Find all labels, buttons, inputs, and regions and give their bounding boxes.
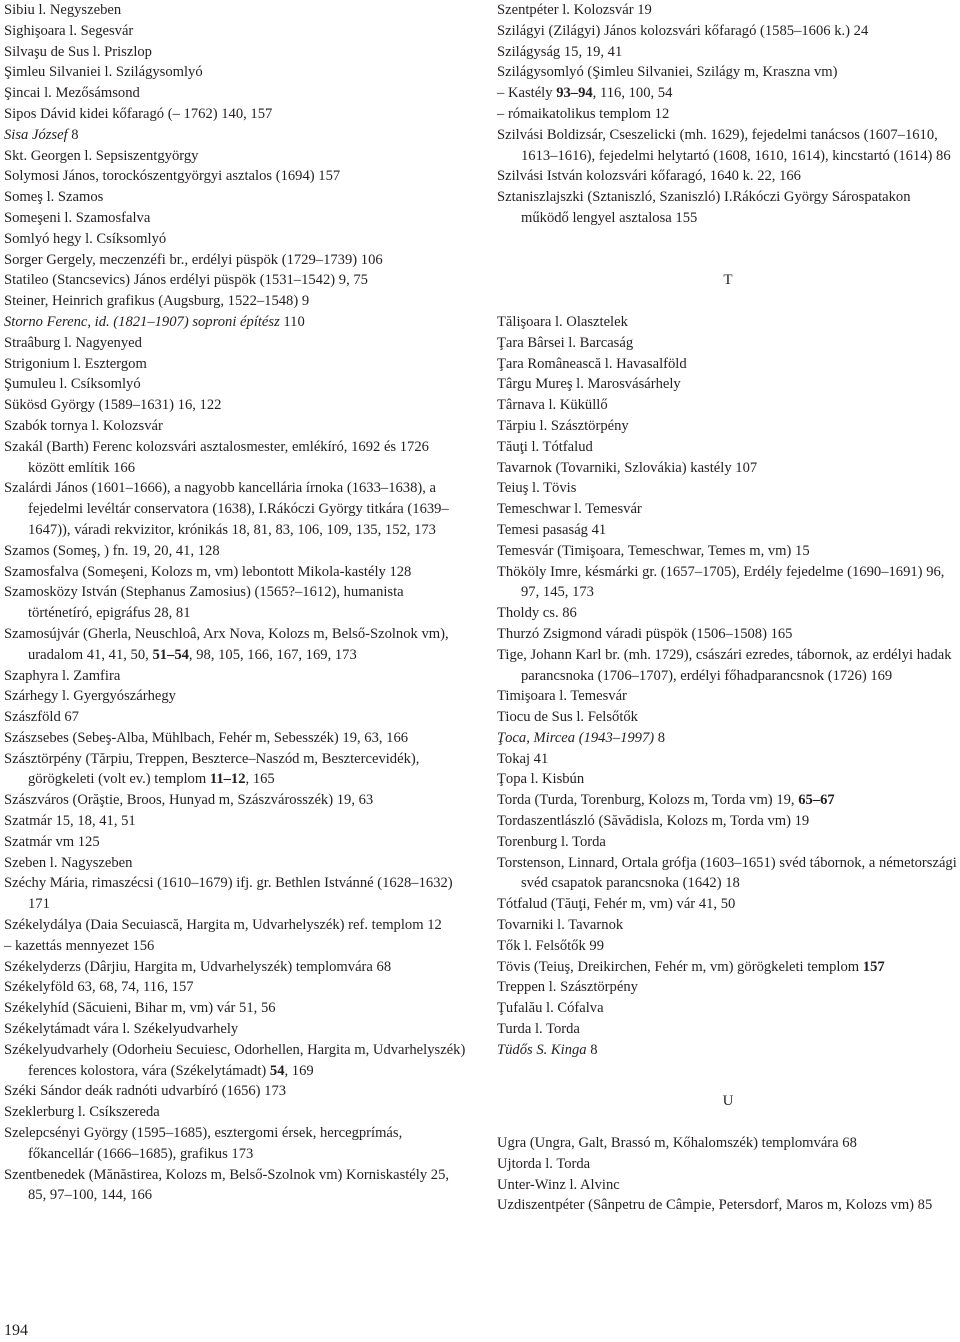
section-letter-u: U [722, 1093, 734, 1110]
entry-text: Szamos (Someş, ) fn. 19, 20, 41, 128 [4, 542, 220, 559]
entry-text: Temesvár (Timişoara, Temeschwar, Temes m, vm) 15 [497, 542, 810, 559]
index-entry [4, 250, 466, 271]
entry-text: Szászsebes (Sebeş-Alba, Mühlbach, Fehér m, Sebesszék) 19, 63, 166 [4, 729, 409, 746]
index-entry [4, 166, 466, 187]
entry-text: , 98, 105, 166, 167, 169, 173 [188, 646, 357, 663]
entry-text: Ţufalău l. Cófalva [497, 1000, 604, 1017]
index-entry [4, 1019, 466, 1040]
index-entry [497, 977, 959, 998]
index-entry [4, 395, 466, 416]
entry-text: Tők l. Felsőtők 99 [497, 937, 605, 954]
index-entry [497, 499, 959, 520]
index-entry [4, 208, 466, 229]
index-entry [497, 437, 959, 458]
index-entry [497, 832, 959, 853]
entry-text: Székelyudvarhely (Odorheiu Secuiesc, Odorhellen, Hargita m, Udvarhelyszék) ferences kolostora, vára (Székelytámadt) [4, 1041, 466, 1079]
entry-text: Szilágyság 15, 19, 41 [497, 43, 623, 60]
index-entry [497, 166, 959, 187]
entry-text: Szelepcsényi György (1595–1685), esztergomi érsek, hercegprímás, főkancellár (1666–1685), grafikus 173 [4, 1125, 403, 1162]
entry-text: Thököly Imre, késmárki gr. (1657–1705), Erdély fejedelme (1690–1691) 96, 97, 145, 173 [497, 563, 945, 601]
entry-text: Szamosfalva (Someşeni, Kolozs m, vm) lebontott Mikola-kastély 128 [4, 563, 412, 580]
index-entry [4, 624, 466, 666]
entry-text: Szaphyra l. Zamfira [4, 667, 121, 684]
bold-page-ref: 65–67 [798, 792, 835, 809]
entry-text: Sighişoara l. Segesvár [4, 22, 134, 39]
entry-text: Torstenson, Linnard, Ortala grófja (1603–1651) svéd tábornok, a németországi svéd csapatok parancsnoka (1642) 18 [497, 854, 957, 892]
entry-text: Széchy Mária, rimaszécsi (1610–1679) ifj. gr. Bethlen Istvánné (1628–1632) 171 [4, 875, 453, 913]
entry-text: Tövis (Teiuş, Dreikirchen, Fehér m, vm) görögkeleti templom [497, 958, 863, 975]
index-entry [497, 333, 959, 354]
index-entry [4, 62, 466, 83]
index-entry [4, 853, 466, 874]
index-entry [497, 686, 959, 707]
entry-text: Székelyföld 63, 68, 74, 116, 157 [4, 979, 194, 996]
entry-text: Szamosújvár (Gherla, Neuschloâ, Arx Nova, Kolozs m, Belső-Szolnok vm), uradalom 41, 41, 50, [4, 625, 449, 663]
index-entry [497, 894, 959, 915]
index-entry [4, 541, 466, 562]
italic-text: Ţoca, Mircea (1943–1997) [497, 729, 655, 746]
entry-text: Strigonium l. Esztergom [4, 355, 147, 372]
entry-text: Someşeni l. Szamosfalva [4, 209, 151, 226]
entry-text: 8 [654, 729, 666, 746]
index-entry [497, 541, 959, 562]
entry-text: Szilvási Boldizsár, Cseszelicki (mh. 1629), fejedelmi tanácsos (1607–1610, 1613–1616), fejedelmi helytartó (1608, 1610, 1614), kincstartó (1614) 86 [497, 126, 951, 164]
index-entry [4, 42, 466, 63]
index-entry [497, 1195, 959, 1216]
index-entry [497, 915, 959, 936]
entry-text: Tokaj 41 [497, 750, 549, 767]
index-entry [4, 977, 466, 998]
entry-text: Szatmár vm 125 [4, 833, 100, 850]
entry-text: Székelydálya (Daia Secuiască, Hargita m, Udvarhelyszék) ref. templom 12 [4, 917, 442, 934]
entry-text: Şincai l. Mezősámsond [4, 85, 140, 102]
entry-text: Szentpéter l. Kolozsvár 19 [497, 2, 652, 18]
entry-text: Szászváros (Orăştie, Broos, Hunyad m, Szászvárosszék) 19, 63 [4, 792, 374, 809]
entry-text: Szászföld 67 [4, 709, 79, 726]
section-t [497, 312, 959, 1061]
left-column [4, 0, 466, 1206]
bold-page-ref: 11–12 [209, 771, 246, 788]
entry-text: Szalárdi János (1601–1666), a nagyobb kancellária írnoka (1633–1638), a fejedelmi levéltár conservatora (1638), I.Rákóczi György titkára (1639–1647)), váradi rekvizitor, krónikás 18, 81, 83, 106, 109, 135, 152, 173 [4, 480, 449, 538]
index-entry [4, 873, 466, 915]
entry-text: Tige, Johann Karl br. (mh. 1729), császári ezredes, tábornok, az erdélyi hadak parancsnoka (1706–1707), erdélyi főhadparancsnok (1726) 169 [497, 646, 952, 684]
entry-text: Temeschwar l. Temesvár [497, 501, 642, 518]
index-entry [497, 416, 959, 437]
entry-text: Szilvási István kolozsvári kőfaragó, 1640 k. 22, 166 [497, 168, 801, 185]
index-entry [4, 374, 466, 395]
italic-text: Tüdős S. Kinga [497, 1041, 587, 1058]
entry-text: Ţopa l. Kisbún [497, 771, 585, 788]
index-entry [497, 187, 959, 229]
index-entry [497, 811, 959, 832]
index-entry [4, 707, 466, 728]
entry-text: Uzdiszentpéter (Sânpetru de Câmpie, Petersdorf, Maros m, Kolozs vm) 85 [497, 1197, 933, 1214]
index-entry [497, 769, 959, 790]
index-entry [497, 790, 959, 811]
index-entry [497, 728, 959, 749]
entry-text: Székelyderzs (Dârjiu, Hargita m, Udvarhelyszék) templomvára 68 [4, 958, 392, 975]
entry-text: Sükösd György (1589–1631) 16, 122 [4, 397, 222, 414]
index-entry [497, 936, 959, 957]
index-entry [4, 333, 466, 354]
entry-text: Szilágyi (Zilágyi) János kolozsvári kőfaragó (1585–1606 k.) 24 [497, 22, 869, 39]
entry-text: – Kastély [497, 85, 557, 102]
index-entry [4, 229, 466, 250]
index-entry [4, 21, 466, 42]
index-entry [4, 291, 466, 312]
index-entry [4, 1040, 466, 1082]
entry-text: Turda l. Torda [497, 1021, 580, 1038]
index-entry [4, 437, 466, 479]
index-entry [4, 728, 466, 749]
entry-text: Szentbenedek (Mănăstirea, Kolozs m, Belső-Szolnok vm) Korniskastély 25, 85, 97–100, 144, 166 [4, 1166, 450, 1204]
entry-text: Solymosi János, torockószentgyörgyi asztalos (1694) 157 [4, 168, 341, 185]
index-entry [4, 562, 466, 583]
entry-text: Steiner, Heinrich grafikus (Augsburg, 1522–1548) 9 [4, 293, 310, 310]
index-entry [497, 0, 959, 21]
entry-text: Statileo (Stancsevics) János erdélyi püspök (1531–1542) 9, 75 [4, 272, 368, 289]
index-entry [497, 62, 959, 83]
italic-text: Storno Ferenc, id. (1821–1907) soproni építész [4, 313, 280, 330]
index-entry [4, 1102, 466, 1123]
entry-text: Torda (Turda, Torenburg, Kolozs m, Torda vm) 19, [497, 792, 799, 809]
entry-text: Straâburg l. Nagyenyed [4, 334, 142, 351]
index-entry [497, 853, 959, 895]
entry-text: Sorger Gergely, meczenzéfi br., erdélyi püspök (1729–1739) 106 [4, 251, 383, 268]
index-entry [4, 270, 466, 291]
index-entry [4, 312, 466, 333]
entry-text: Someş l. Szamos [4, 189, 104, 206]
index-entry [497, 354, 959, 375]
entry-text: Târnava l. Küküllő [497, 397, 608, 414]
entry-text: Unter-Winz l. Alvinc [497, 1176, 620, 1193]
entry-text: Tovarniki l. Tavarnok [497, 917, 624, 934]
index-entry [4, 1123, 466, 1165]
entry-text: Ujtorda l. Torda [497, 1155, 591, 1172]
page-number: 194 [4, 1322, 28, 1339]
index-entry [4, 957, 466, 978]
index-entry [497, 42, 959, 63]
entry-text: Szásztörpény (Tărpiu, Treppen, Beszterce–Naszód m, Besztercevidék), görögkeleti (volt ev.) templom [4, 750, 420, 788]
entry-text: Temesi pasaság 41 [497, 521, 607, 538]
section-s-continued [497, 0, 959, 229]
entry-text: Silvaşu de Sus l. Priszlop [4, 43, 152, 60]
entry-text: Tălişoara l. Olasztelek [497, 313, 628, 330]
index-entry [497, 1154, 959, 1175]
entry-text: , 165 [245, 771, 275, 788]
entry-text: 8 [586, 1041, 598, 1058]
index-entry [497, 645, 959, 687]
index-entry [4, 83, 466, 104]
index-entry [4, 354, 466, 375]
index-entry [497, 458, 959, 479]
entry-text: Tholdy cs. 86 [497, 605, 577, 622]
index-entry [497, 478, 959, 499]
spacer [497, 229, 959, 250]
index-entry [4, 187, 466, 208]
bold-page-ref: 157 [862, 958, 885, 975]
index-entry [4, 125, 466, 146]
entry-text: Szamosközy István (Stephanus Zamosius) (1565?–1612), humanista történetíró, epigráfus 28, 81 [4, 584, 404, 622]
spacer [497, 1061, 959, 1082]
index-entry [4, 936, 466, 957]
index-entry [497, 957, 959, 978]
entry-text: Ţara Românească l. Havasalföld [497, 355, 687, 372]
index-entry [4, 832, 466, 853]
italic-text: Sisa József [4, 126, 68, 143]
spacer [497, 291, 959, 312]
index-entry [497, 1133, 959, 1154]
entry-text: Tordaszentlászló (Săvădisla, Kolozs m, Torda vm) 19 [497, 813, 810, 830]
spacer [497, 1081, 959, 1091]
entry-text: Tavarnok (Tovarniki, Szlovákia) kastély 107 [497, 459, 758, 476]
index-entry [497, 125, 959, 167]
entry-text: Széki Sándor deák radnóti udvarbíró (1656) 173 [4, 1083, 287, 1100]
entry-text: Tăuţi l. Tótfalud [497, 438, 593, 455]
index-entry [4, 146, 466, 167]
index-entry [4, 478, 466, 540]
entry-text: Székelyhíd (Săcuieni, Bihar m, vm) vár 51, 56 [4, 1000, 276, 1017]
index-entry [497, 312, 959, 333]
entry-text: Skt. Georgen l. Sepsiszentgyörgy [4, 147, 199, 164]
index-entry [4, 416, 466, 437]
entry-text: Szatmár 15, 18, 41, 51 [4, 813, 136, 830]
entry-text: Szakál (Barth) Ferenc kolozsvári asztalosmester, emlékíró, 1692 és 1726 között említik 166 [4, 438, 429, 476]
right-column [497, 0, 959, 1216]
entry-text: Treppen l. Szásztörpény [497, 979, 638, 996]
index-entry [497, 83, 959, 104]
index-entry [4, 998, 466, 1019]
entry-text: Thurzó Zsigmond váradi püspök (1506–1508) 165 [497, 625, 793, 642]
entry-text: – kazettás mennyezet 156 [4, 937, 155, 954]
index-entry [497, 104, 959, 125]
index-entry [4, 666, 466, 687]
index-entry [497, 603, 959, 624]
entry-text: Şimleu Silvaniei l. Szilágysomlyó [4, 64, 203, 81]
entry-text: Târgu Mureş l. Marosvásárhely [497, 376, 681, 393]
entry-text: Tărpiu l. Szásztörpény [497, 417, 629, 434]
bold-page-ref: 54 [269, 1062, 285, 1079]
section-u [497, 1133, 959, 1216]
entry-text: Székelytámadt vára l. Székelyudvarhely [4, 1021, 239, 1038]
entry-text: Szeben l. Nagyszeben [4, 854, 133, 871]
entry-text: Sibiu l. Negyszeben [4, 2, 122, 18]
spacer [497, 250, 959, 271]
bold-page-ref: 93–94 [556, 85, 593, 102]
section-letter-t: T [723, 272, 733, 289]
entry-text: Szilágysomlyó (Şimleu Silvaniei, Szilágy m, Kraszna vm) [497, 64, 838, 81]
entry-text: Sztaniszlajszki (Sztaniszló, Szaniszló) I.Rákóczi György Sárospatakon működő lengyel asztalosa 155 [497, 189, 911, 226]
entry-text: Somlyó hegy l. Csíksomlyó [4, 230, 167, 247]
entry-text: Sipos Dávid kidei kőfaragó (– 1762) 140, 157 [4, 105, 273, 122]
index-entry [4, 0, 466, 21]
entry-text: Szabók tornya l. Kolozsvár [4, 417, 163, 434]
entry-text: 110 [279, 313, 305, 330]
index-entry [4, 915, 466, 936]
entry-text: – rómaikatolikus templom 12 [497, 105, 670, 122]
entry-text: , 116, 100, 54 [592, 85, 673, 102]
index-entry [497, 707, 959, 728]
index-entry [497, 1040, 959, 1061]
entry-text: Szeklerburg l. Csíkszereda [4, 1104, 160, 1121]
index-entry [497, 624, 959, 645]
entry-text: Szárhegy l. Gyergyószárhegy [4, 688, 176, 705]
entry-text: , 169 [284, 1062, 314, 1079]
entry-text: 8 [67, 126, 79, 143]
index-entry [497, 749, 959, 770]
index-entry [4, 104, 466, 125]
index-entry [4, 1165, 466, 1207]
entry-text: Ţara Bârsei l. Barcaság [497, 334, 634, 351]
index-entry [4, 1081, 466, 1102]
index-entry [4, 790, 466, 811]
entry-text: Ugra (Ungra, Galt, Brassó m, Kőhalomszék) templomvára 68 [497, 1135, 857, 1152]
index-entry [4, 749, 466, 791]
entry-text: Timişoara l. Temesvár [497, 688, 627, 705]
bold-page-ref: 51–54 [152, 646, 189, 663]
index-entry [497, 374, 959, 395]
index-entry [497, 1175, 959, 1196]
index-entry [497, 998, 959, 1019]
index-entry [497, 1019, 959, 1040]
entry-text: Teiuş l. Tövis [497, 480, 577, 497]
index-entry [4, 582, 466, 624]
index-entry [497, 562, 959, 604]
index-entry [497, 395, 959, 416]
entry-text: Tiocu de Sus l. Felsőtők [497, 709, 638, 726]
index-entry [497, 520, 959, 541]
entry-text: Şumuleu l. Csíksomlyó [4, 376, 141, 393]
spacer [497, 1112, 959, 1133]
entry-text: Torenburg l. Torda [497, 833, 606, 850]
index-entry [4, 811, 466, 832]
entry-text: Tótfalud (Tăuţi, Fehér m, vm) vár 41, 50 [497, 896, 736, 913]
index-entry [497, 21, 959, 42]
index-entry [4, 686, 466, 707]
